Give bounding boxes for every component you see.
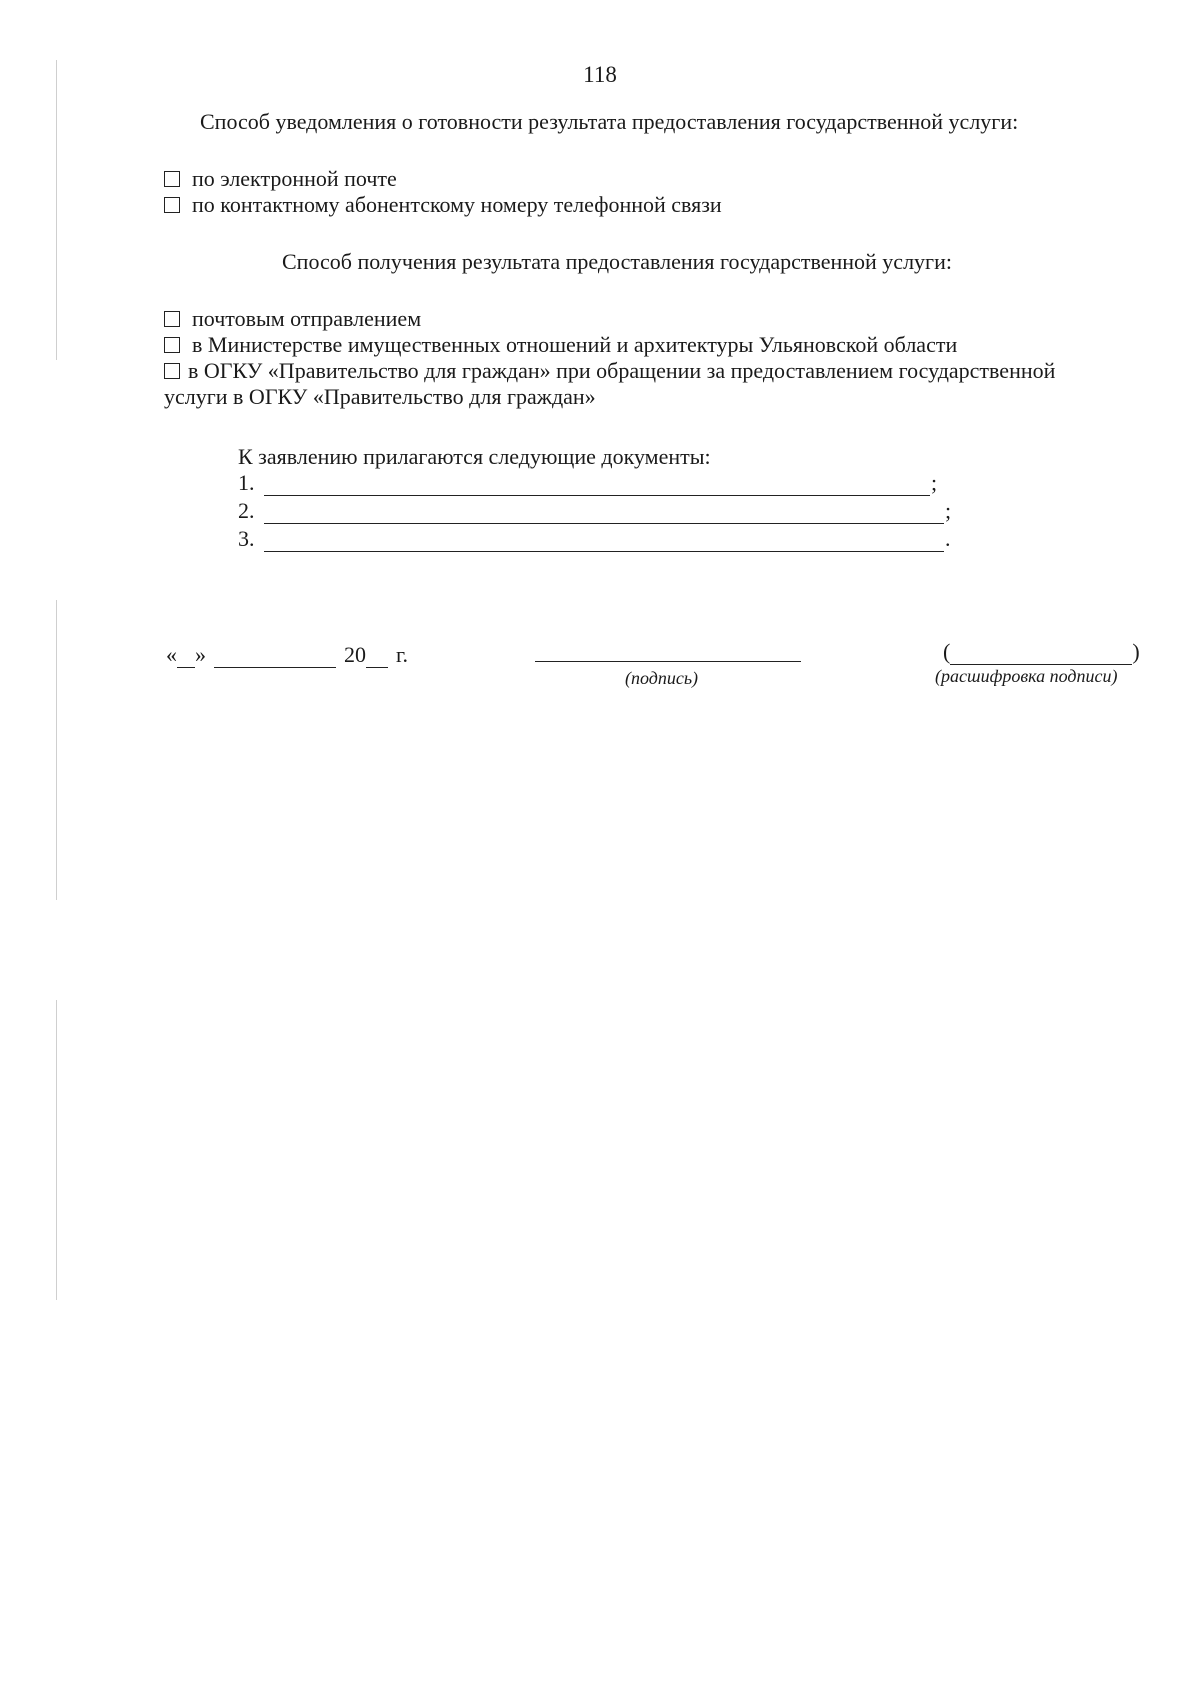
year-blank[interactable] xyxy=(366,647,388,668)
year-suffix: г. xyxy=(396,642,409,667)
scan-artifact xyxy=(56,60,57,360)
attachment-blank[interactable] xyxy=(264,531,944,552)
date-field[interactable] xyxy=(166,642,408,668)
signature-decode-field[interactable] xyxy=(943,639,1140,665)
receipt-option-ogku[interactable] xyxy=(164,358,1055,384)
decode-caption: (расшифровка подписи) xyxy=(935,666,1118,686)
attachment-blank[interactable] xyxy=(264,503,944,524)
signature-caption: (подпись) xyxy=(625,668,699,688)
attachment-line-3[interactable] xyxy=(238,526,951,552)
attachment-blank[interactable] xyxy=(264,475,930,496)
receipt-option-ministry[interactable] xyxy=(164,332,957,358)
receipt-heading: Способ получения результата предоставления государственной услуги: xyxy=(282,249,952,274)
month-blank[interactable] xyxy=(214,647,336,668)
receipt-option-mail[interactable] xyxy=(164,306,421,332)
checkbox[interactable] xyxy=(164,171,180,187)
attachment-punct: ; xyxy=(945,498,952,523)
scan-artifact xyxy=(56,1000,57,1300)
attachment-number: 2. xyxy=(238,498,255,523)
signature-line[interactable] xyxy=(535,661,801,662)
open-quote: « xyxy=(166,642,177,667)
option-label: в ОГКУ «Правительство для граждан» при обращении за предоставлением государственной xyxy=(188,358,1056,383)
checkbox[interactable] xyxy=(164,337,180,353)
decode-close-paren: ) xyxy=(1132,639,1140,664)
option-label: в Министерстве имущественных отношений и архитектуры Ульяновской области xyxy=(192,332,958,357)
checkbox[interactable] xyxy=(164,311,180,327)
day-blank[interactable] xyxy=(177,647,195,668)
notification-heading: Способ уведомления о готовности результата предоставления государственной услуги: xyxy=(200,109,1019,134)
page-number: 118 xyxy=(583,62,617,87)
receipt-option-ogku-continuation: услуги в ОГКУ «Правительство для граждан» xyxy=(164,384,596,409)
attachments-heading: К заявлению прилагаются следующие документы: xyxy=(238,444,711,469)
attachment-punct: . xyxy=(945,526,951,551)
notification-option-phone[interactable] xyxy=(164,192,722,218)
attachment-number: 1. xyxy=(238,470,255,495)
option-label: почтовым отправлением xyxy=(192,306,422,331)
attachment-number: 3. xyxy=(238,526,255,551)
option-label: по электронной почте xyxy=(192,166,397,191)
decode-open-paren: ( xyxy=(943,639,951,664)
checkbox[interactable] xyxy=(164,197,180,213)
attachment-line-2[interactable] xyxy=(238,498,951,524)
attachment-punct: ; xyxy=(931,470,938,495)
close-quote: » xyxy=(195,642,206,667)
checkbox[interactable] xyxy=(164,363,180,379)
notification-option-email[interactable] xyxy=(164,166,397,192)
option-label: по контактному абонентскому номеру телефонной связи xyxy=(192,192,722,217)
attachment-line-1[interactable] xyxy=(238,470,937,496)
scan-artifact xyxy=(56,600,57,900)
decode-blank[interactable] xyxy=(950,644,1132,665)
year-prefix: 20 xyxy=(344,642,366,667)
